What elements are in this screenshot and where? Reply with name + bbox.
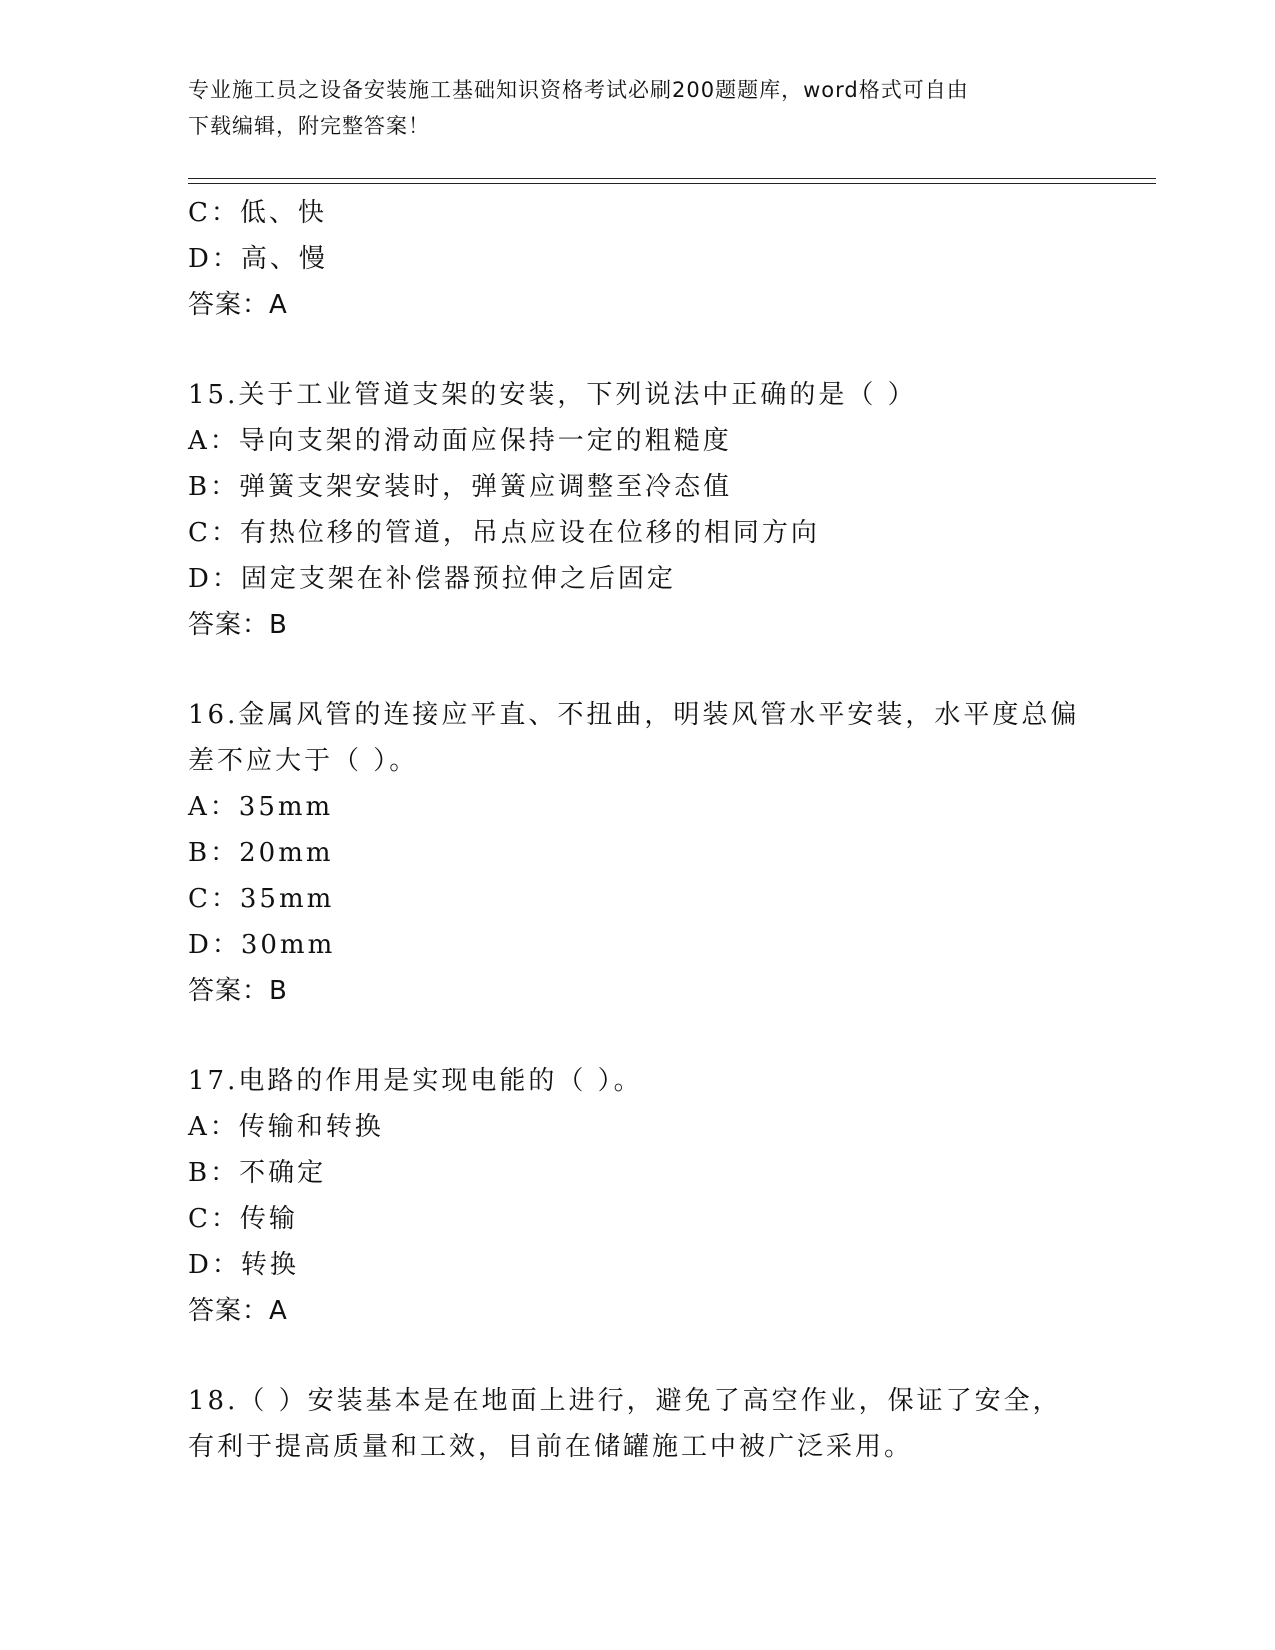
question-15: [188, 372, 1088, 648]
option-a: A：传输和转换: [188, 1112, 384, 1142]
header-divider-bottom: [188, 183, 1156, 184]
option-d: D：固定支架在补偿器预拉伸之后固定: [188, 564, 676, 594]
option-b: B：20mm: [188, 838, 334, 868]
document-content: [188, 190, 1088, 1470]
option-b: B：不确定: [188, 1158, 327, 1188]
spacer: [188, 328, 1088, 372]
option-c: C：35mm: [188, 884, 335, 914]
question-14-continuation: [188, 190, 1088, 328]
option-c: C：传输: [188, 1204, 298, 1234]
option-d: D：高、慢: [188, 244, 328, 274]
page-header: [188, 72, 1068, 144]
question-title-line-1: 16.金属风管的连接应平直、不扭曲，明装风管水平安装，水平度总偏: [188, 700, 1080, 730]
header-line-2: 下载编辑，附完整答案！: [188, 114, 430, 138]
question-title-line-2: 差不应大于（ ）。: [188, 746, 419, 776]
question-title-line-2: 有利于提高质量和工效，目前在储罐施工中被广泛采用。: [188, 1432, 914, 1462]
answer-line: 答案：B: [188, 976, 288, 1006]
question-title: 15.关于工业管道支架的安装，下列说法中正确的是（ ）: [188, 380, 917, 410]
question-title-line-1: 18.（ ）安装基本是在地面上进行，避免了高空作业，保证了安全，: [188, 1386, 1062, 1416]
option-d: D：转换: [188, 1250, 299, 1280]
header-divider-top: [188, 178, 1156, 179]
answer-line: 答案：A: [188, 1296, 288, 1326]
option-c: C：有热位移的管道，吊点应设在位移的相同方向: [188, 518, 820, 548]
spacer: [188, 1014, 1088, 1058]
option-d: D：30mm: [188, 930, 336, 960]
answer-line: 答案：B: [188, 610, 288, 640]
question-title: 17.电路的作用是实现电能的（ ）。: [188, 1066, 643, 1096]
spacer: [188, 648, 1088, 692]
option-a: A：35mm: [188, 792, 334, 822]
option-b: B：弹簧支架安装时，弹簧应调整至冷态值: [188, 472, 733, 502]
header-line-1: 专业施工员之设备安装施工基础知识资格考试必刷200题题库，word格式可自由: [188, 78, 969, 102]
question-18: [188, 1378, 1088, 1470]
option-a: A：导向支架的滑动面应保持一定的粗糙度: [188, 426, 732, 456]
answer-line: 答案：A: [188, 290, 288, 320]
spacer: [188, 1334, 1088, 1378]
option-c: C：低、快: [188, 198, 327, 228]
question-17: [188, 1058, 1088, 1334]
question-16: [188, 692, 1088, 1014]
